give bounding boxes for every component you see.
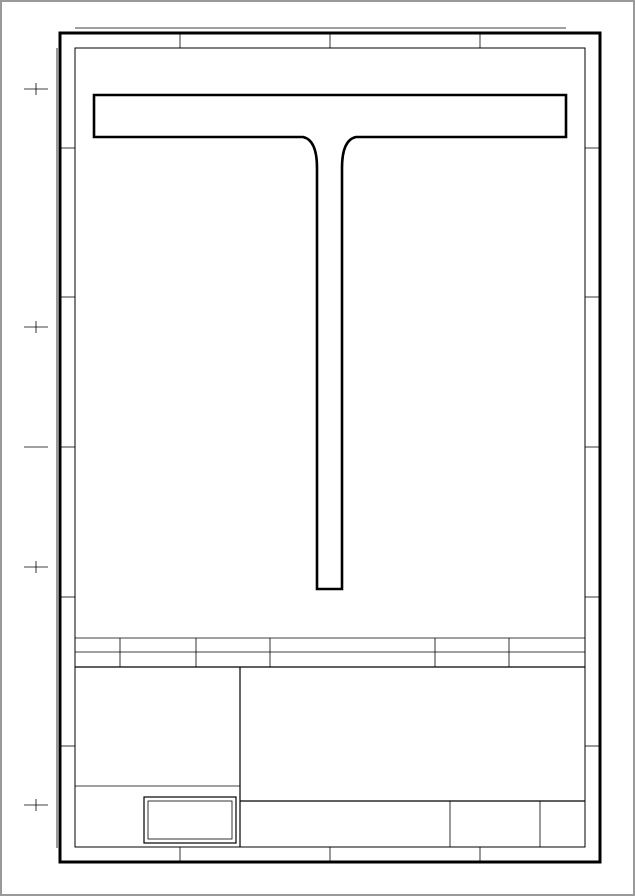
- revision-table: [75, 638, 585, 667]
- remcad-logo: [144, 797, 236, 843]
- tee-section-profile: [94, 95, 566, 589]
- title-block-grid: [75, 667, 585, 847]
- inner-border: [75, 48, 585, 847]
- drawn-by-block: [144, 797, 236, 843]
- zone-grid-ticks: [60, 33, 600, 862]
- left-ruler: [24, 48, 57, 848]
- outer-border: [60, 33, 600, 862]
